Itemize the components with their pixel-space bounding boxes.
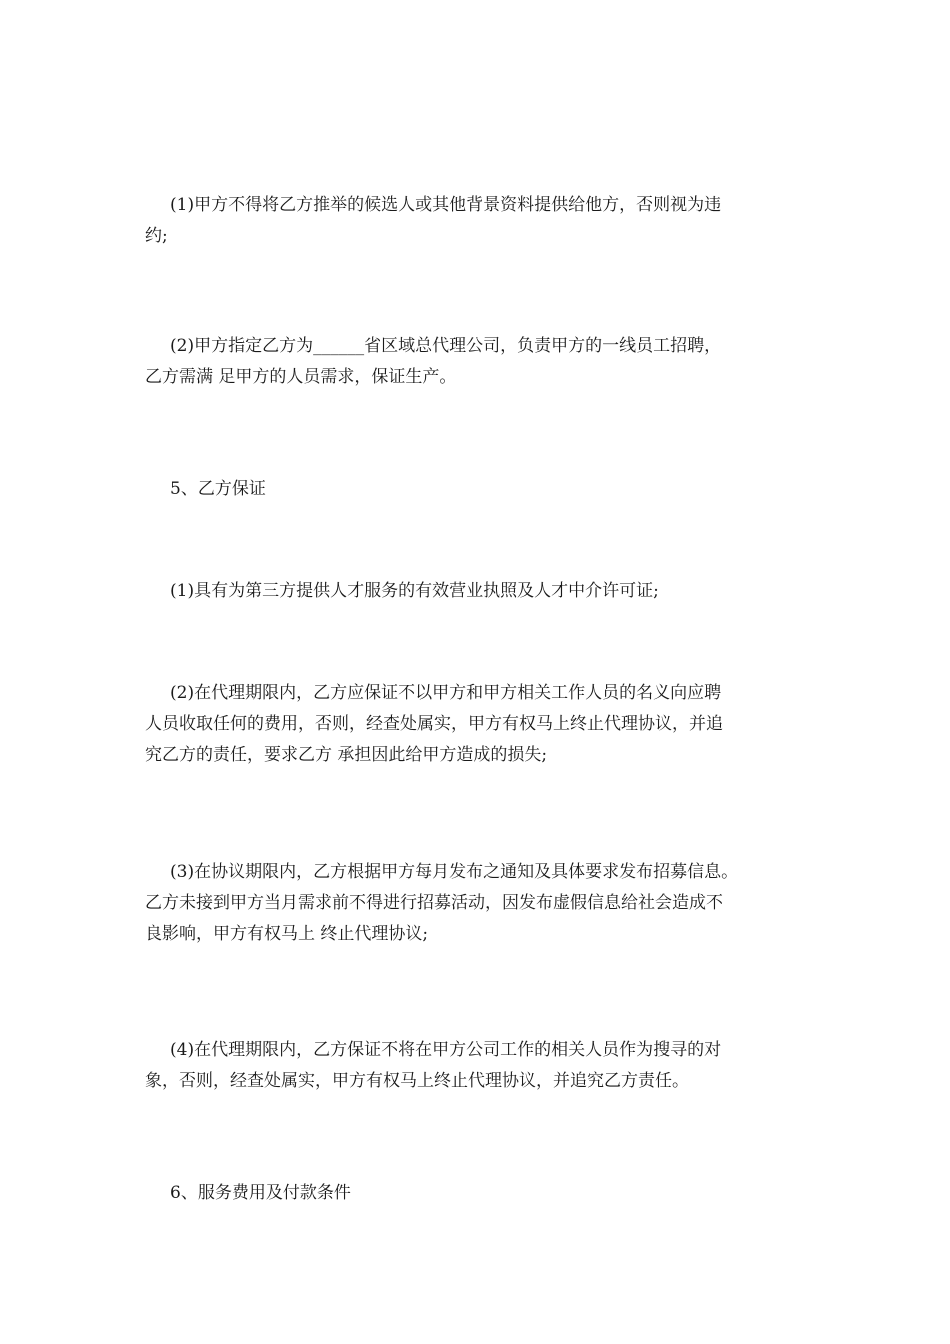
section-heading-6: 6、服务费用及付款条件: [170, 1183, 351, 1203]
clause-paragraph-5: [145, 857, 813, 950]
text-line: (1)具有为第三方提供人才服务的有效营业执照及人才中介许可证;: [170, 581, 659, 601]
text-line: (4)在代理期限内，乙方保证不将在甲方公司工作的相关人员作为搜寻的对: [170, 1040, 722, 1060]
text-line: 乙方未接到甲方当月需求前不得进行招募活动，因发布虚假信息给社会造成不: [145, 893, 723, 913]
text-line: 人员收取任何的费用，否则，经查处属实，甲方有权马上终止代理协议，并追: [145, 714, 723, 734]
text-line: 象，否则，经查处属实，甲方有权马上终止代理协议，并追究乙方责任。: [145, 1071, 689, 1091]
clause-paragraph-4: [145, 678, 813, 771]
text-line: (1)甲方不得将乙方推举的候选人或其他背景资料提供给他方，否则视为违: [170, 195, 722, 215]
text-line: 究乙方的责任，要求乙方 承担因此给甲方造成的损失;: [145, 745, 548, 765]
clause-paragraph-1: [145, 190, 813, 252]
clause-paragraph-3: [145, 576, 813, 607]
section-heading-5: 5、乙方保证: [170, 479, 266, 499]
text-line: 约;: [145, 226, 168, 246]
text-line: (2)在代理期限内，乙方应保证不以甲方和甲方相关工作人员的名义向应聘: [170, 683, 722, 703]
text-line: (2)甲方指定乙方为______省区域总代理公司，负责甲方的一线员工招聘，: [170, 336, 722, 356]
text-line: 乙方需满 足甲方的人员需求，保证生产。: [145, 367, 457, 387]
text-line: 良影响，甲方有权马上 终止代理协议;: [145, 924, 429, 944]
clause-paragraph-2: [145, 331, 813, 393]
text-line: (3)在协议期限内，乙方根据甲方每月发布之通知及具体要求发布招募信息。: [170, 862, 739, 882]
clause-paragraph-6: [145, 1035, 813, 1097]
